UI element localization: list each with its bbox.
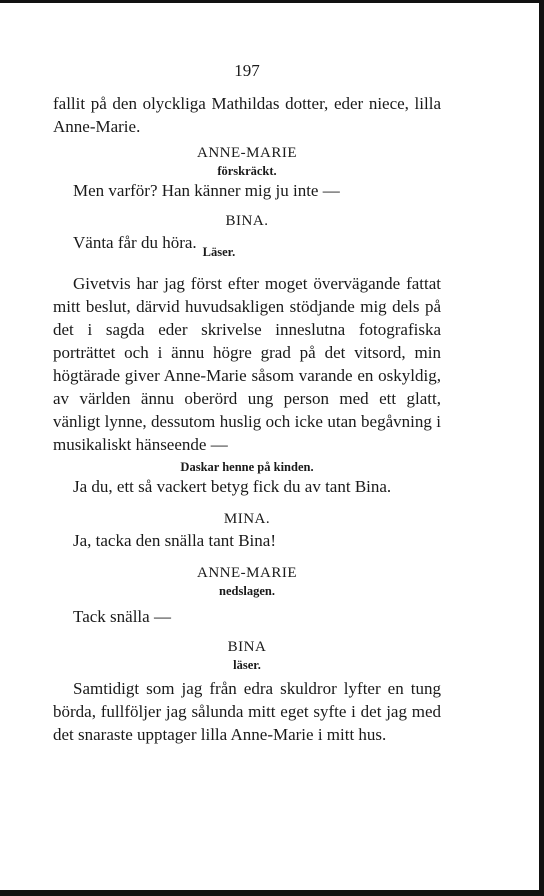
speaker-name: ANNE-MARIE	[197, 145, 297, 161]
stage-direction: Daskar henne på kinden.	[180, 460, 314, 474]
page-edge-top	[0, 0, 544, 3]
book-page	[53, 58, 441, 746]
dialogue-line: Ja du, ett så vackert betyg fick du av tant Bina.	[73, 477, 392, 496]
narration-paragraph: fallit på den olyckliga Mathildas dotter, eder niece, lilla Anne-Marie.	[53, 94, 441, 136]
dialogue-line: Ja, tacka den snälla tant Bina!	[73, 531, 276, 550]
page-number: 197	[234, 61, 260, 80]
speaker-name: MINA.	[223, 511, 271, 527]
inline-stage-direction: Läser.	[202, 245, 236, 259]
dialogue-line: Men varför? Han känner mig ju inte —	[73, 181, 340, 200]
stage-direction: läser.	[233, 658, 261, 672]
page-edge-bottom	[0, 890, 544, 896]
stage-direction: nedslagen.	[219, 584, 275, 598]
letter-paragraph: Givetvis har jag först efter moget övervägande fattat mitt beslut, därvid huvudsakligen stödjande mig dels på det i sagda eder skrivelse inneslutna fotografiska porträttet och i ännu högre grad på det vitsord, min högtärade giver Anne-Marie såsom varande en oskyldig, av världen ännu oberörd ung person med ett glatt, vänligt lynne, dessutom huslig och icke utan begåvning i musikaliskt hänseende —	[53, 274, 441, 454]
page-edge-right	[539, 0, 544, 896]
dialogue-line: Tack snälla —	[73, 607, 171, 626]
speaker-name: ANNE-MARIE	[197, 565, 297, 581]
stage-direction: förskräckt.	[217, 164, 277, 178]
dialogue-line	[53, 231, 441, 264]
speaker-name: BINA	[227, 639, 267, 655]
dialogue-text: Vänta får du höra.	[73, 233, 197, 252]
letter-paragraph: Samtidigt som jag från edra skuldror lyfter en tung börda, fullföljer jag sålunda mitt eget syfte i det jag med det snaraste upptager lilla Anne-Marie i mitt hus.	[53, 679, 441, 744]
speaker-name: BINA.	[225, 213, 269, 229]
